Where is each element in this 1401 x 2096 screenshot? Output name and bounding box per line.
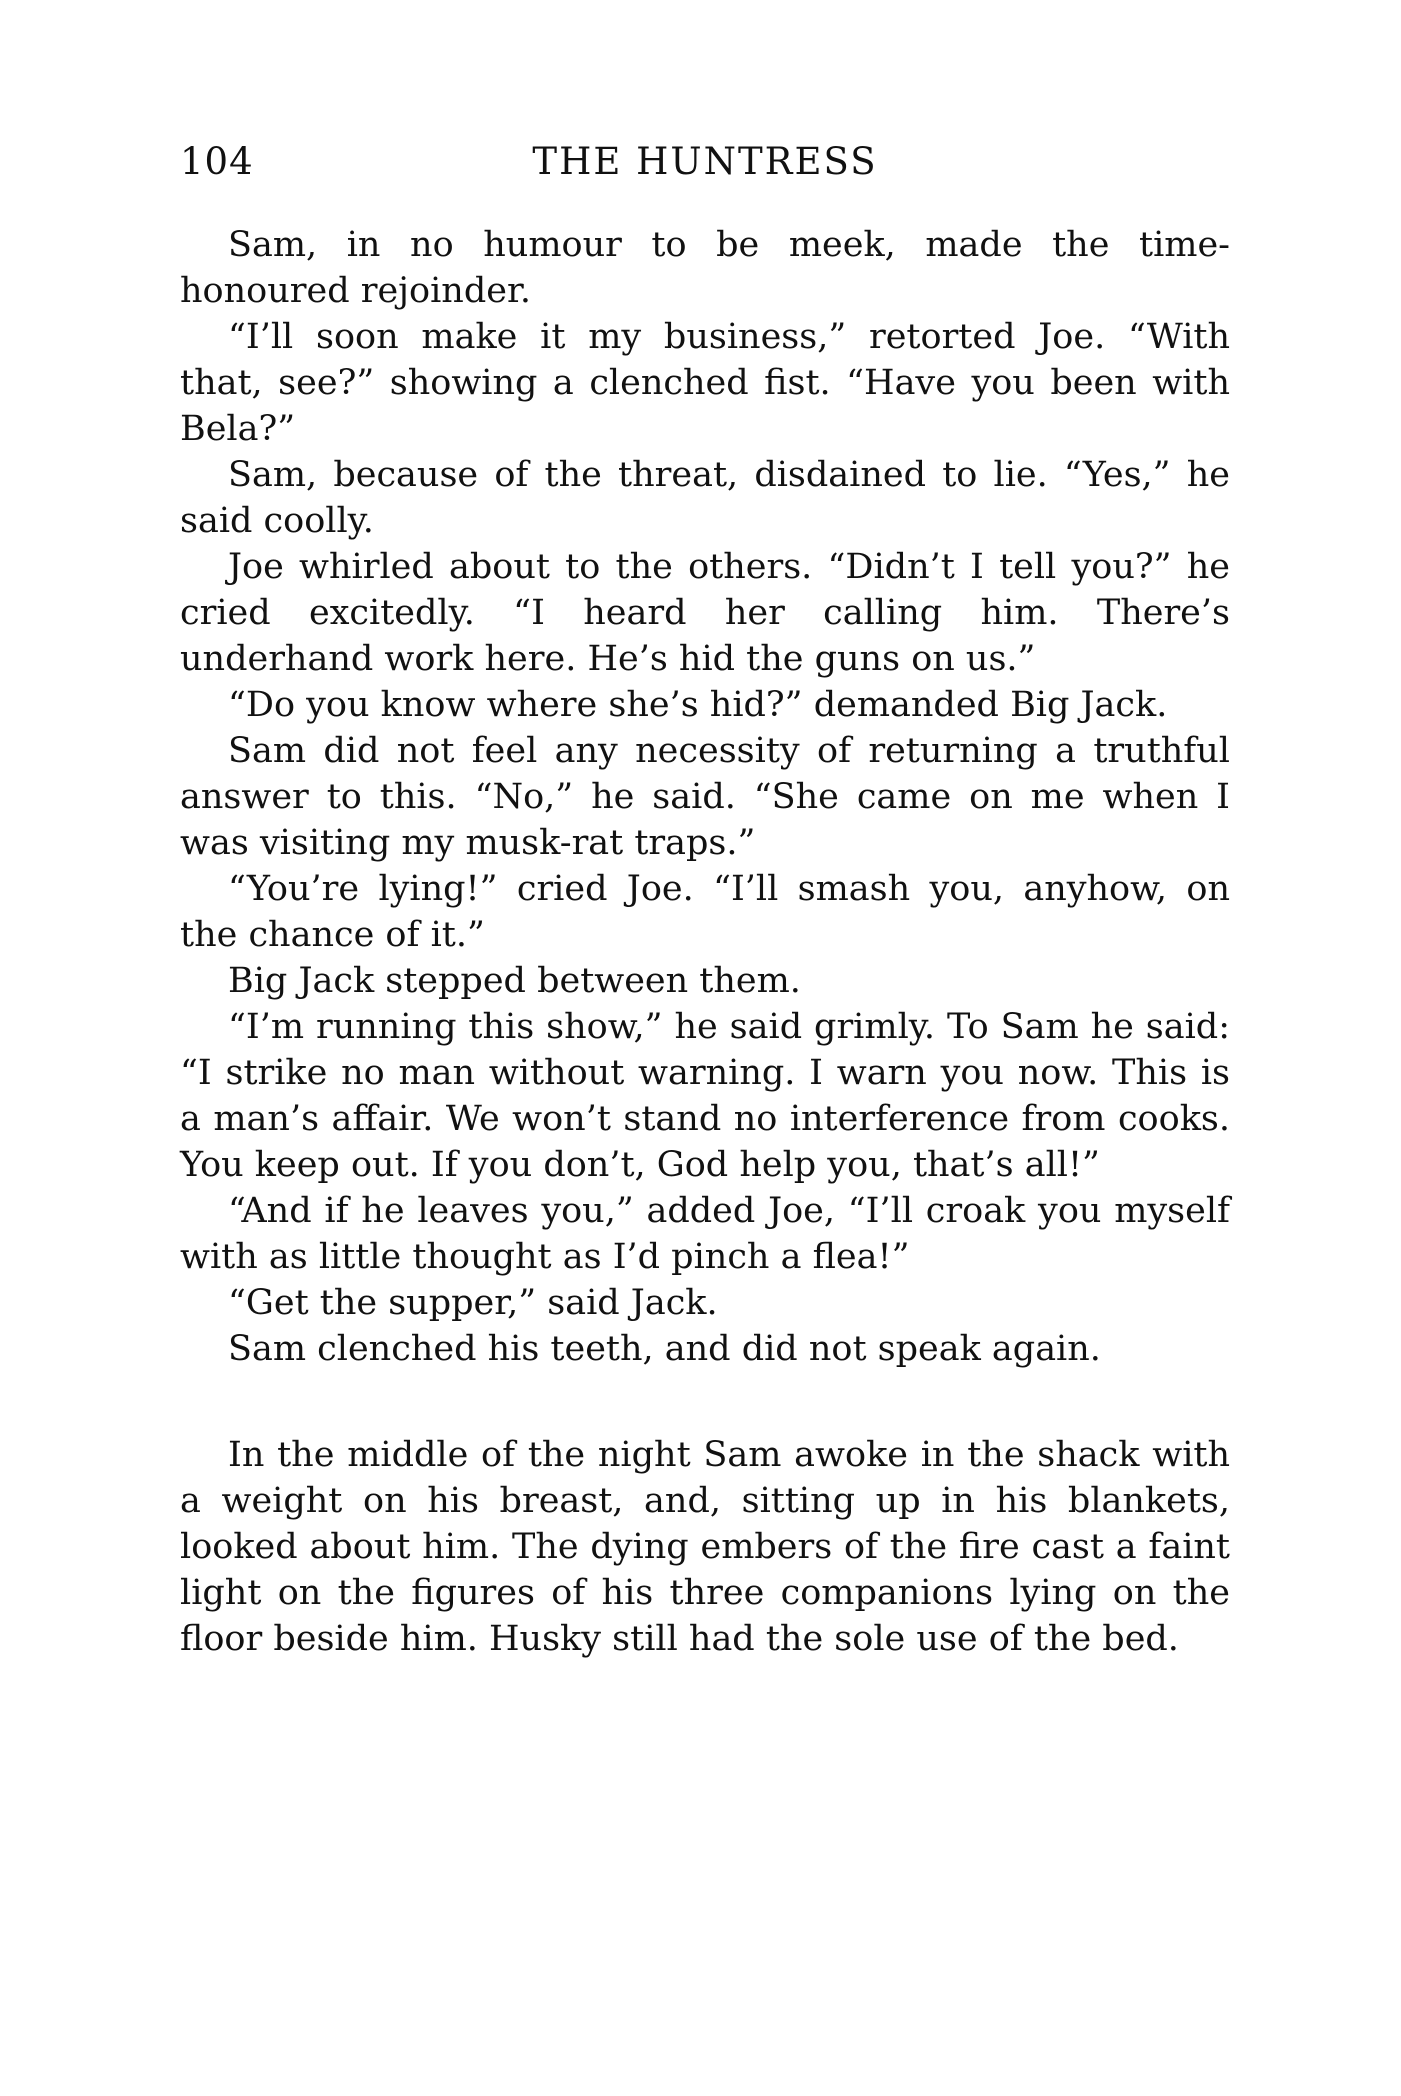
- paragraph: “I’m running this show,” he said grimly. To Sam he said: “I strike no man without warning. I warn you now. This is a man’s affair. We won’t stand no interference from cooks. You keep out. If you don’t, God help you, that’s all!”: [180, 1007, 1230, 1185]
- section-break: [180, 1372, 1230, 1432]
- paragraph: Big Jack stepped between them.: [228, 961, 801, 1001]
- paragraph: In the middle of the night Sam awoke in the shack with a weight on his breast, and, sitting up in his blankets, looked about him. The dying embers of the fire cast a faint light on the figures of his three companions lying on the floor beside him. Husky still had the sole use of the bed.: [180, 1435, 1230, 1659]
- paragraph: “Do you know where she’s hid?” demanded Big Jack.: [228, 685, 1168, 725]
- paragraph: “Get the supper,” said Jack.: [228, 1283, 718, 1323]
- paragraph: “You’re lying!” cried Joe. “I’ll smash you, anyhow, on the chance of it.”: [180, 869, 1230, 955]
- page-header: [180, 140, 1230, 190]
- paragraph: Sam, in no humour to be meek, made the time-honoured rejoinder.: [180, 225, 1230, 311]
- paragraph: Joe whirled about to the others. “Didn’t I tell you?” he cried excitedly. “I heard her calling him. There’s underhand work here. He’s hid the guns on us.”: [180, 547, 1230, 679]
- body-text: [180, 222, 1230, 1662]
- paragraph: Sam did not feel any necessity of returning a truthful answer to this. “No,” he said. “She came on me when I was visiting my musk-rat traps.”: [180, 731, 1230, 863]
- page-number: 104: [180, 140, 254, 183]
- paragraph: Sam, because of the threat, disdained to lie. “Yes,” he said coolly.: [180, 455, 1230, 541]
- running-head: THE HUNTRESS: [532, 140, 878, 183]
- paragraph: “I’ll soon make it my business,” retorted Joe. “With that, see?” showing a clenched fist. “Have you been with Bela?”: [180, 317, 1230, 449]
- paragraph: Sam clenched his teeth, and did not speak again.: [228, 1329, 1101, 1369]
- paragraph: “And if he leaves you,” added Joe, “I’ll croak you myself with as little thought as I’d pinch a flea!”: [180, 1191, 1230, 1277]
